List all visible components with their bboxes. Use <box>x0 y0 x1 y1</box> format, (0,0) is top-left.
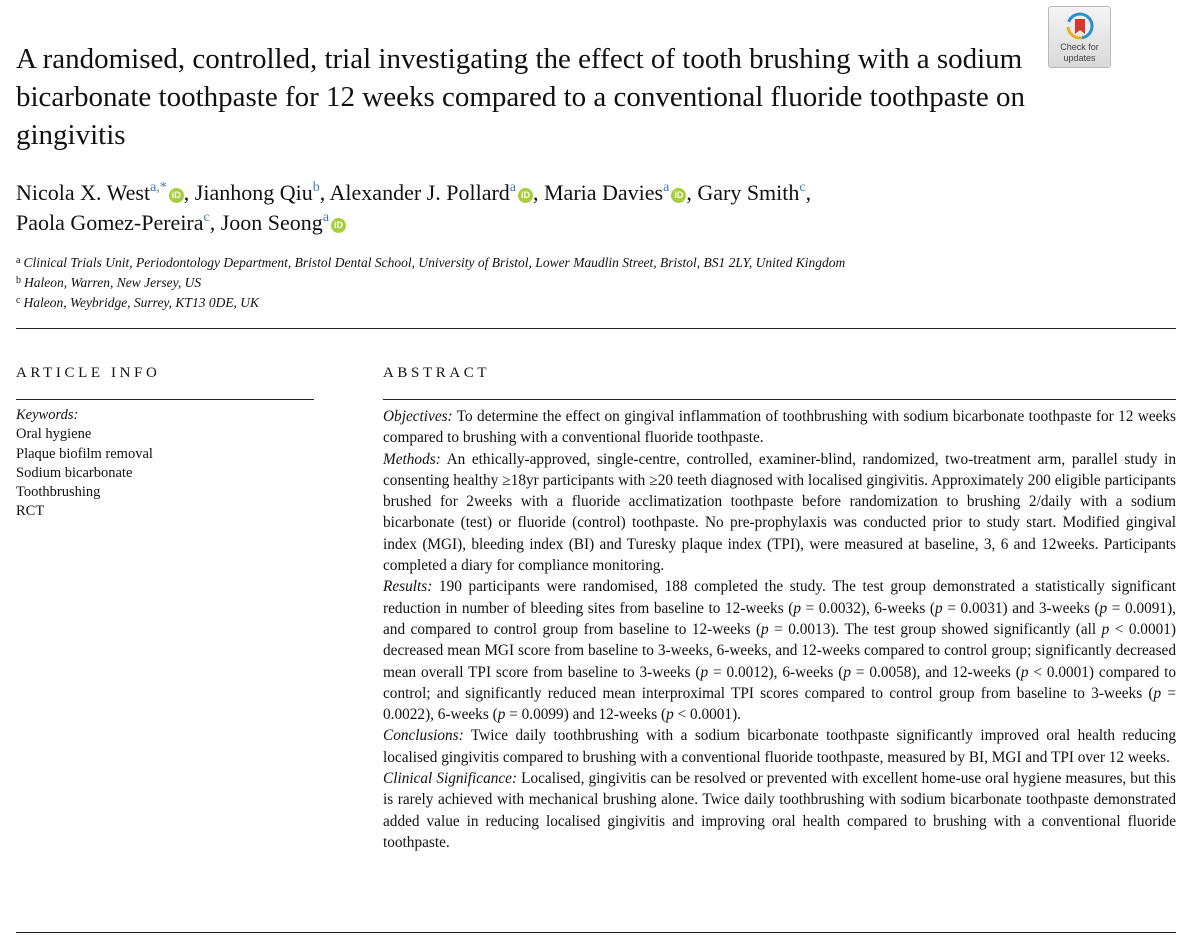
results-segment: = 0.0058), and 12-weeks ( <box>850 663 1021 681</box>
author-list: Nicola X. West$^{a,*}$ iD , Jianhong Qiu$^b$, Alexander J. Pollard$^a$ iD , Maria Davies$^a$ iD , Gary Smith$^c$, Paola Gomez-Pereira$^c$, Joon Seong$^a$ iD <box>16 180 812 235</box>
affiliation-marker[interactable]: c <box>203 210 210 225</box>
keyword-item[interactable]: RCT <box>16 503 45 520</box>
results-segment: = 0.0032), 6-weeks ( <box>800 599 936 617</box>
author[interactable]: Maria Davies$^a$ iD <box>544 180 686 205</box>
results-segment: = 0.0091), and compared to control group from baseline to 12-weeks ( <box>383 599 1176 638</box>
abstract-clinical-significance: Clinical Significance: Localised, gingivitis can be resolved or prevented with excellent home-use oral hygiene measures, but this is rarely achieved with mechanical brushing alone. Twice daily toothbrushing with sodium bicarbonate toothpaste demonstrated added value in reducing localised gingivitis and improving oral health compared to brushing with a conventional fluoride toothpaste. <box>383 770 1176 851</box>
abstract-methods: Methods: An ethically-approved, single-centre, controlled, examiner-blind, randomized, two-treatment arm, parallel study in consenting healthy ≥18yr participants with ≥20 teeth diagnosed with localised gingivitis. Approximately 200 eligible participants brushed for 2weeks with a fluoride acclimatization toothpaste before randomization to brushing 2/daily with a sodium bicarbonate (test) or fluoride (control) toothpaste. No pre-prophylaxis was conducted prior to study start. Modified gingival index (MGI), bleeding index (BI) and Turesky plaque index (TPI), were measured at baseline, 3, 6 and 12weeks. Participants completed a diary for compliance monitoring. <box>383 450 1176 575</box>
keyword-item[interactable]: Plaque biofilm removal <box>16 445 153 462</box>
article-info-divider <box>16 399 314 400</box>
affiliation-marker[interactable]: a,* <box>150 180 167 195</box>
author[interactable]: Alexander J. Pollard$^a$ iD <box>330 180 533 205</box>
p-value-symbol: p <box>497 706 506 724</box>
footer-divider <box>16 932 1176 933</box>
p-value-symbol: p <box>935 599 943 617</box>
check-updates-line1: Check for <box>1060 42 1099 52</box>
results-segment: = 0.0099) and 12-weeks ( <box>505 706 667 724</box>
keyword-item[interactable]: Oral hygiene <box>16 426 92 443</box>
header-divider <box>16 328 1176 329</box>
affiliation-marker[interactable]: b <box>312 180 320 195</box>
affiliations <box>16 253 1116 313</box>
author[interactable]: Gary Smith$^c$ <box>697 180 806 205</box>
results-segment: = 0.0012), 6-weeks ( <box>708 663 844 681</box>
author[interactable]: Nicola X. West$^{a,*}$ iD <box>16 180 184 205</box>
p-value-symbol: p <box>1099 599 1108 617</box>
keywords-block <box>16 406 316 522</box>
affiliation-item: $^b$ Haleon, Warren, New Jersey, US <box>16 275 202 290</box>
keyword-item[interactable]: Toothbrushing <box>16 484 101 501</box>
p-value-symbol: p <box>700 663 709 681</box>
article-title: A randomised, controlled, trial investigating the effect of tooth brushing with a sodium bicarbonate toothpaste for 12 weeks compared to a conventional fluoride toothpaste on gingivitis <box>16 43 1026 151</box>
check-for-updates-badge[interactable] <box>1048 6 1111 68</box>
p-value-symbol: p <box>666 706 674 724</box>
article-info-heading: ARTICLE INFO <box>16 365 161 381</box>
keyword-item[interactable]: Sodium bicarbonate <box>16 464 133 481</box>
results-segment: < 0.0001) compared to control; and significantly reduced mean interproximal TPI scores compared to control group from baseline to 3-weeks ( <box>383 663 1176 702</box>
check-updates-line2: updates <box>1063 53 1096 63</box>
orcid-icon[interactable]: iD <box>331 218 346 233</box>
p-value-symbol: p <box>761 620 769 638</box>
p-value-symbol: p <box>793 599 801 617</box>
orcid-icon[interactable]: iD <box>518 188 533 203</box>
p-value-symbol: p <box>1020 663 1029 681</box>
check-updates-icon <box>1065 11 1095 41</box>
results-segment: < 0.0001) decreased mean MGI score from baseline to 3-weeks, 6-weeks, and 12-weeks compared to control group; significantly decreased mean overall TPI score from baseline to 3-weeks ( <box>383 620 1176 681</box>
keywords-label: Keywords: <box>16 407 79 423</box>
results-segment: = 0.0022), 6-weeks ( <box>383 684 1176 724</box>
affiliation-marker[interactable]: c <box>799 180 806 195</box>
orcid-icon[interactable]: iD <box>671 188 686 203</box>
affiliation-item: $^a$ Clinical Trials Unit, Periodontology Department, Bristol Dental School, University of Bristol, Lower Maudlin Street, Bristol, BS1 2LY, United Kingdom <box>16 255 846 270</box>
author[interactable]: Paola Gomez-Pereira$^c$ <box>16 210 210 235</box>
results-segment: = 0.0013). The test group showed significantly (all <box>768 620 1102 638</box>
abstract-body <box>383 406 1176 853</box>
p-value-symbol: p <box>1101 620 1110 638</box>
abstract-objectives: Objectives: To determine the effect on gingival inflammation of toothbrushing with sodium bicarbonate toothpaste for 12 weeks compared to brushing with a conventional fluoride toothpaste. <box>383 408 1176 447</box>
results-segment: = 0.0031) and 3-weeks ( <box>942 599 1100 617</box>
author[interactable]: Jianhong Qiu$^b$ <box>194 180 320 205</box>
results-text <box>383 578 1176 723</box>
affiliation-marker[interactable]: a <box>509 180 516 195</box>
p-value-symbol: p <box>843 663 851 681</box>
affiliation-marker[interactable]: a <box>663 180 670 195</box>
affiliation-item: $^c$ Haleon, Weybridge, Surrey, KT13 0DE, UK <box>16 295 260 310</box>
abstract-divider <box>383 399 1176 400</box>
orcid-icon[interactable]: iD <box>169 188 184 203</box>
abstract-results: Results: 190 participants were randomised, 188 completed the study. The test group demonstrated a statistically significant reduction in number of bleeding sites from baseline to 12-weeks (p = 0.0032), 6-weeks (p = 0.0031) and 3-weeks (p = 0.0091), and compared to control group from baseline to 12-weeks (p = 0.0013). The test group showed significantly (all p < 0.0001) decreased mean MGI score from baseline to 3-weeks, 6-weeks, and 12-weeks compared to control group; significantly decreased mean overall TPI score from baseline to 3-weeks (p = 0.0012), 6-weeks (p = 0.0058), and 12-weeks (p < 0.0001) compared to control; and significantly reduced mean interproximal TPI scores compared to control group from baseline to 3-weeks (p = 0.0022), 6-weeks (p = 0.0099) and 12-weeks (p < 0.0001). <box>383 578 1176 724</box>
results-segment: 190 participants were randomised, 188 completed the study. The test group demonstrated a statistically significant reduction in number of bleeding sites from baseline to 12-weeks ( <box>383 578 1176 617</box>
abstract-conclusions: Conclusions: Twice daily toothbrushing with a sodium bicarbonate toothpaste significantly improved oral health reducing localised gingivitis compared to brushing with a conventional fluoride toothpaste, measured by BI, MGI and TPI over 12 weeks. <box>383 727 1176 766</box>
affiliation-marker[interactable]: a <box>322 210 330 225</box>
results-segment: < 0.0001). <box>673 706 741 724</box>
author[interactable]: Joon Seong$^a$ iD <box>221 210 346 235</box>
p-value-symbol: p <box>1153 684 1162 702</box>
abstract-heading: ABSTRACT <box>383 365 491 381</box>
